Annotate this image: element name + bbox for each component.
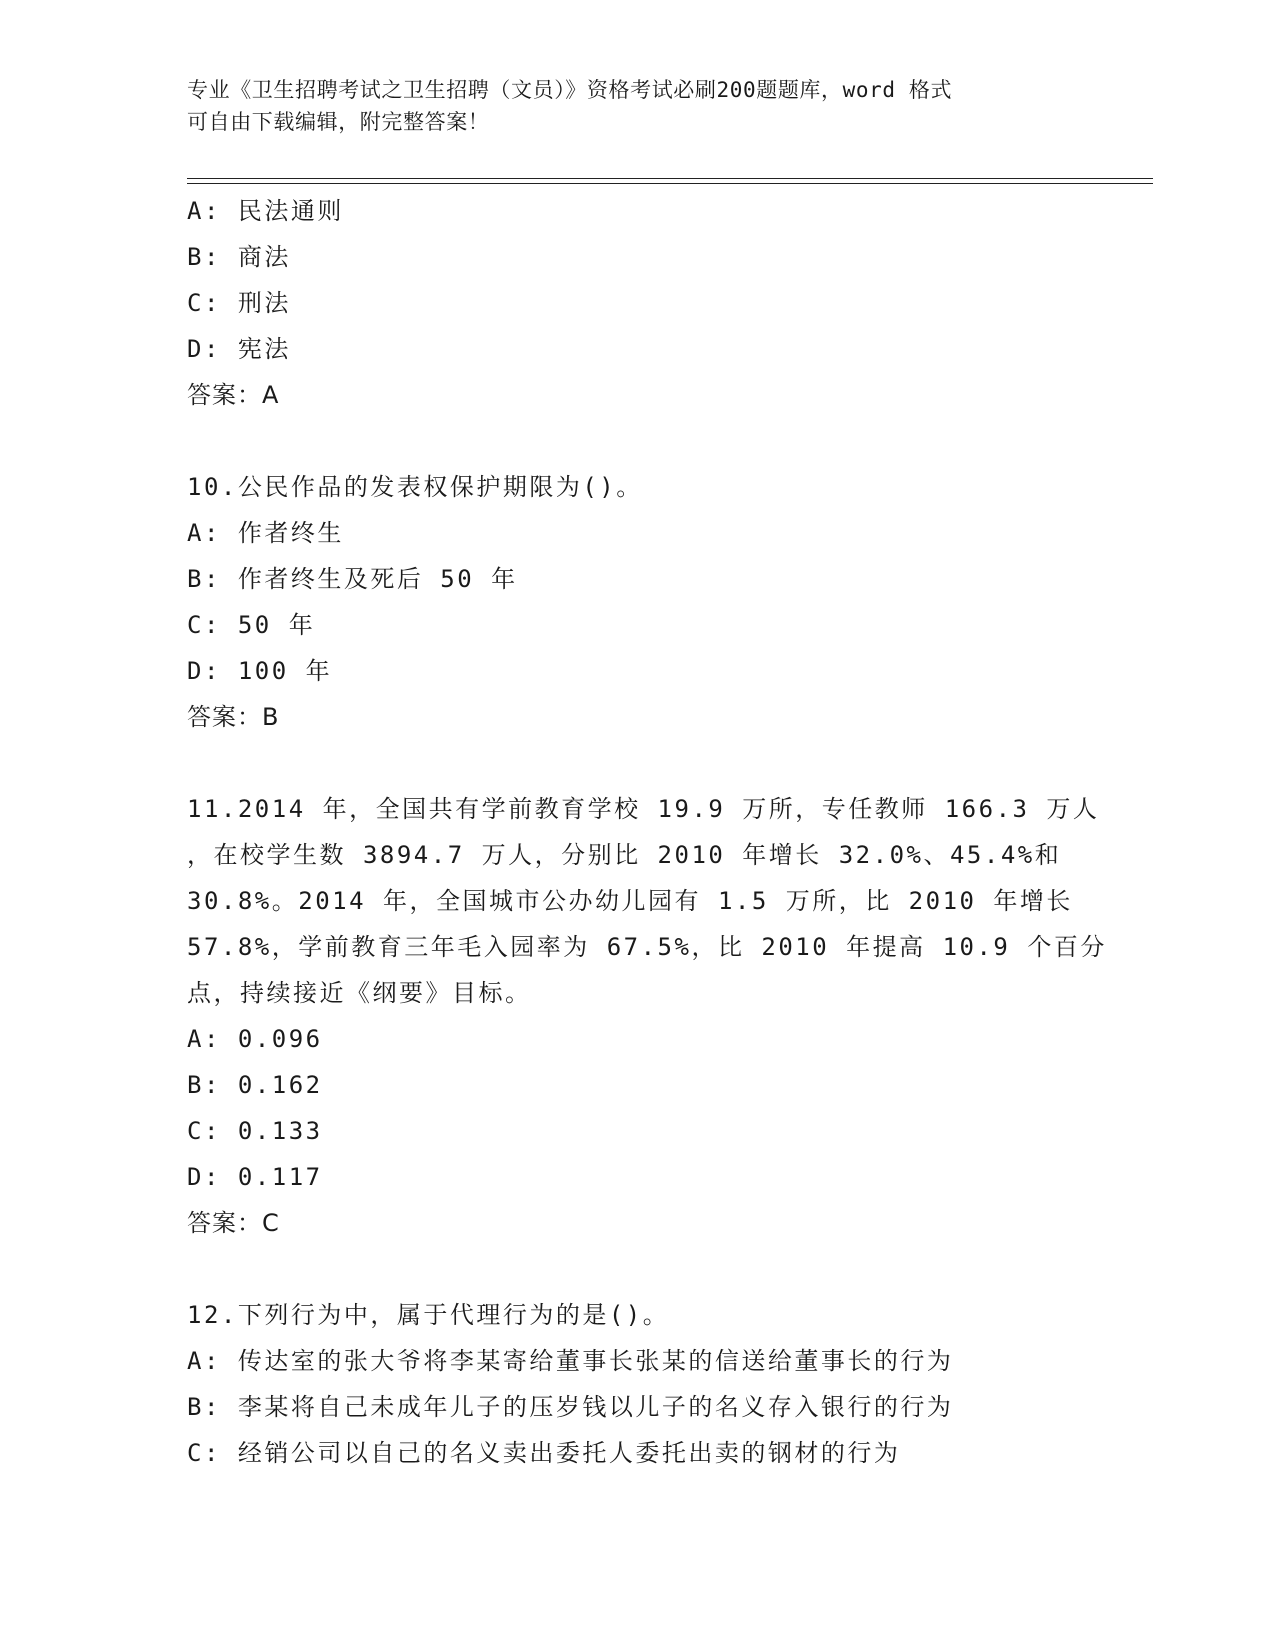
header-title-line-1: 专业《卫生招聘考试之卫生招聘（文员）》资格考试必刷200题题库，word 格式 xyxy=(187,78,953,102)
question-stem: 12.下列行为中，属于代理行为的是()。 xyxy=(187,1301,670,1329)
option-a: A: 民法通则 xyxy=(187,197,344,225)
question-stem-line: 点，持续接近《纲要》目标。 xyxy=(187,979,532,1007)
spacer xyxy=(187,418,1087,464)
answer-line: 答案：A xyxy=(187,381,280,409)
question-stem-line: 57.8%，学前教育三年毛入园率为 67.5%，比 2010 年提高 10.9 个百分 xyxy=(187,933,1107,961)
option-b: B: 商法 xyxy=(187,243,291,271)
option-b: B: 0.162 xyxy=(187,1071,323,1099)
question-9 xyxy=(187,188,1087,418)
question-10 xyxy=(187,464,1087,740)
option-b: B: 作者终生及死后 50 年 xyxy=(187,565,518,593)
option-c: C: 0.133 xyxy=(187,1117,323,1145)
header-divider-top xyxy=(187,178,1153,179)
option-d: D: 100 年 xyxy=(187,657,333,685)
header-title-line-2: 可自由下载编辑，附完整答案！ xyxy=(187,110,490,134)
question-content xyxy=(187,188,1107,1476)
option-c: C: 经销公司以自己的名义卖出委托人委托出卖的钢材的行为 xyxy=(187,1439,901,1467)
document-header xyxy=(187,74,1067,138)
spacer xyxy=(187,1246,1087,1292)
option-c: C: 刑法 xyxy=(187,289,291,317)
option-a: A: 0.096 xyxy=(187,1025,323,1053)
option-b: B: 李某将自己未成年儿子的压岁钱以儿子的名义存入银行的行为 xyxy=(187,1393,954,1421)
spacer xyxy=(187,740,1087,786)
answer-line: 答案：C xyxy=(187,1209,280,1237)
option-c: C: 50 年 xyxy=(187,611,316,639)
question-stem-line: 30.8%。2014 年，全国城市公办幼儿园有 1.5 万所，比 2010 年增长 xyxy=(187,887,1073,915)
option-d: D: 0.117 xyxy=(187,1163,323,1191)
question-stem-line: ，在校学生数 3894.7 万人，分别比 2010 年增长 32.0%、45.4%和 xyxy=(187,841,1062,869)
header-divider-bottom xyxy=(187,183,1153,184)
question-stem-line: 11.2014 年，全国共有学前教育学校 19.9 万所，专任教师 166.3 万人 xyxy=(187,795,1100,823)
question-11 xyxy=(187,786,1107,1246)
option-d: D: 宪法 xyxy=(187,335,291,363)
answer-line: 答案：B xyxy=(187,703,280,731)
question-stem: 10.公民作品的发表权保护期限为()。 xyxy=(187,473,643,501)
option-a: A: 作者终生 xyxy=(187,519,344,547)
question-12 xyxy=(187,1292,1087,1476)
question-stem xyxy=(187,786,1107,1016)
option-a: A: 传达室的张大爷将李某寄给董事长张某的信送给董事长的行为 xyxy=(187,1347,954,1375)
